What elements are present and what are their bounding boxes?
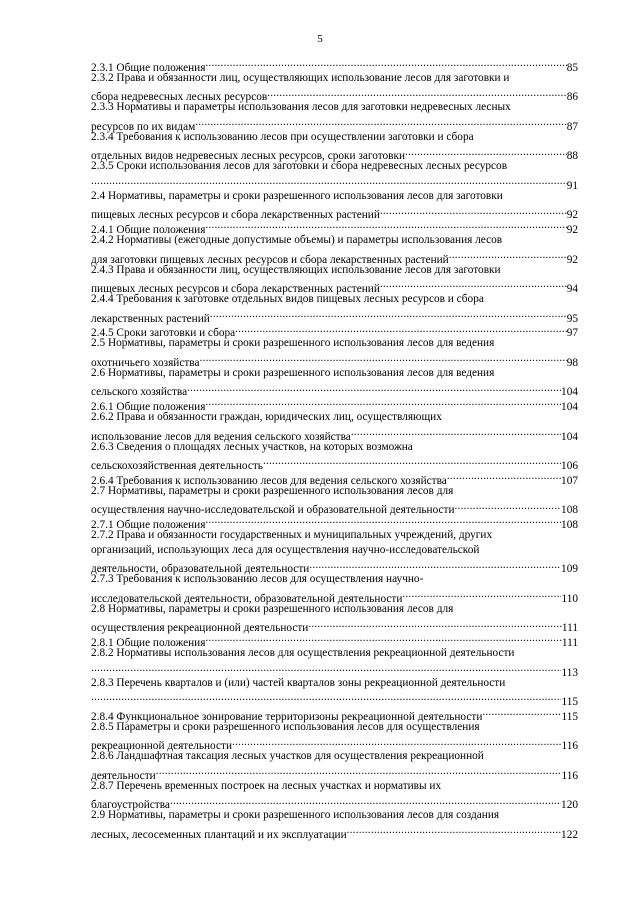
toc-entry (91, 71, 578, 104)
toc-entry-text: 2.8.5 Параметры и сроки разрешенного использования лесов для осуществления (91, 720, 480, 733)
toc-entry-text: 2.6.2 Права и обязанности граждан, юридических лиц, осуществляющих (91, 411, 442, 423)
toc-entry (91, 602, 578, 635)
toc-entry-text: рекреационной деятельности (91, 740, 232, 753)
toc-entry-last-line (91, 661, 578, 679)
toc-entry-last-line (91, 351, 578, 369)
toc-entry (91, 100, 578, 133)
toc-entry-title-line (91, 336, 578, 351)
dot-leader (308, 617, 562, 632)
toc-entry-title-line (91, 366, 578, 381)
toc-entry (91, 440, 578, 470)
toc-entry-last-line (91, 558, 578, 576)
toc-entry-title-line (91, 410, 578, 425)
toc-entry-text: 2.3.5 Сроки использования лесов для заготовки и сбора недревесных лесных ресурсов (91, 160, 508, 173)
dot-leader (482, 705, 561, 720)
toc-entry (91, 646, 578, 679)
toc-page-number: 110 (561, 592, 578, 605)
toc-page-number: 113 (561, 666, 578, 679)
toc-entry-last-line (91, 115, 578, 133)
toc-entry-title-line (91, 292, 578, 307)
dot-leader (210, 307, 567, 322)
toc-entry-last-line (91, 617, 578, 635)
toc-page-number: 104 (561, 386, 578, 399)
toc-entry (91, 749, 578, 782)
toc-entry-title-line (91, 440, 578, 455)
toc-entry-title-line (91, 100, 578, 115)
dot-leader (91, 690, 561, 705)
toc-entry-title-line (91, 779, 578, 794)
dot-leader (91, 174, 567, 189)
toc-entry-text: 2.6.4 Требования к использованию лесов для ведения сельского хозяйства (91, 474, 447, 487)
toc-page-number: 120 (561, 799, 578, 812)
toc-entry-text: 2.4.5 Сроки заготовки и сбора (91, 327, 236, 340)
dot-leader (205, 218, 566, 233)
toc-entry-text: пищевых лесных ресурсов и сбора лекарственных растений (91, 283, 380, 295)
toc-entry-last-line (91, 454, 578, 472)
toc-entry-text: 2.3.4 Требования к использованию лесов при осуществлении заготовки и сбора (91, 130, 474, 143)
toc-entry (91, 528, 578, 576)
toc-entry-text: 2.4.3 Права и обязанности лиц, осуществляющих использование лесов для заготовки (91, 263, 501, 276)
toc-entry-text: 2.8.2 Нормативы использования лесов для осуществления рекреационной деятельности (91, 647, 515, 659)
toc-page-number: 111 (561, 637, 578, 649)
dot-leader (195, 115, 566, 130)
toc-entry (91, 233, 578, 266)
toc-entry-text: охотничьего хозяйства (91, 356, 200, 369)
table-of-contents (91, 56, 578, 841)
toc-entry-title-line (91, 484, 578, 499)
toc-entry (91, 484, 578, 517)
toc-page-number: 116 (561, 769, 578, 782)
toc-entry-last-line (91, 499, 578, 517)
toc-entry-text: осуществления рекреационной деятельности (91, 622, 309, 635)
toc-entry-text: 2.4.4 Требования к заготовке отдельных видов пищевых лесных ресурсов и сбора (91, 293, 484, 305)
toc-page-number: 109 (561, 563, 578, 576)
toc-entry-title-line (91, 543, 578, 558)
toc-entry-text: ресурсов по их видам (91, 120, 196, 133)
toc-entry-text: осуществления научно-исследовательской и образовательной деятельности (91, 504, 455, 517)
toc-entry-text: 2.8.3 Перечень кварталов и (или) частей кварталов зоны рекреационной деятельности (91, 676, 506, 689)
toc-entry-last-line (91, 823, 578, 841)
toc-entry-title-line (91, 676, 578, 691)
toc-entry-title-line (91, 189, 578, 204)
toc-entry-text: деятельности (91, 769, 156, 782)
toc-page-number: 91 (566, 179, 578, 192)
toc-page-number: 94 (566, 283, 578, 295)
dot-leader (156, 764, 562, 779)
toc-entry-last-line (91, 764, 578, 782)
toc-entry (91, 292, 578, 325)
toc-entry-text: лесных, лесосеменных плантаций и их эксплуатации (91, 828, 347, 841)
toc-entry-last-line (91, 794, 578, 812)
toc-page-number: 115 (561, 696, 578, 708)
toc-entry-text: сельскохозяйственная деятельность (91, 460, 263, 472)
toc-entry-last-line (91, 248, 578, 266)
toc-entry (91, 189, 578, 222)
dot-leader (447, 469, 561, 484)
toc-entry-title-line (91, 233, 578, 248)
dot-leader (347, 823, 561, 838)
toc-entry-last-line (91, 705, 578, 723)
page-number: 5 (317, 33, 323, 45)
toc-entry (91, 572, 578, 605)
toc-entry-text: 2.8.6 Ландшафтная таксация лесных участков для осуществления рекреационной (91, 750, 484, 763)
toc-page-number: 97 (566, 327, 578, 340)
toc-entry-title-line (91, 572, 578, 587)
dot-leader (205, 56, 566, 71)
toc-page-number: 95 (566, 312, 578, 325)
toc-entry-text: сбора недревесных лесных ресурсов (91, 91, 268, 104)
toc-entry-last-line (91, 690, 578, 708)
dot-leader (187, 381, 561, 396)
toc-page-number: 116 (561, 740, 578, 753)
toc-entry-title-line (91, 71, 578, 86)
toc-page-number: 111 (561, 622, 578, 635)
toc-entry (91, 366, 578, 399)
toc-entry (91, 720, 578, 753)
toc-entry-text: 2.8 Нормативы, параметры и сроки разрешенного использования лесов для (91, 602, 454, 615)
toc-page-number: 115 (561, 710, 578, 723)
toc-entry-last-line (91, 204, 578, 222)
toc-entry-text: отдельных видов недревесных лесных ресурсов, сроки заготовки (91, 150, 405, 163)
toc-entry-title-line (91, 602, 578, 617)
toc-entry-text: пищевых лесных ресурсов и сбора лекарственных растений (91, 209, 380, 222)
toc-page-number: 107 (561, 474, 578, 487)
toc-entry (91, 336, 578, 369)
dot-leader (380, 277, 567, 292)
toc-entry-text: 2.6 Нормативы, параметры и сроки разрешенного использования лесов для ведения (91, 366, 495, 379)
toc-entry-title-line (91, 720, 578, 735)
toc-entry-last-line (91, 381, 578, 399)
dot-leader (235, 322, 567, 337)
toc-entry-last-line (91, 56, 578, 74)
toc-page-number: 108 (561, 519, 578, 531)
toc-entry-text: для заготовки пищевых лесных ресурсов и сбора лекарственных растений (91, 253, 449, 266)
toc-entry-text: 2.7.1 Общие положения (91, 519, 206, 531)
toc-page-number: 92 (566, 224, 578, 236)
toc-entry-text: 2.4 Нормативы, параметры и сроки разрешенного использования лесов для заготовки (91, 189, 503, 202)
toc-entry-last-line (91, 425, 578, 443)
toc-entry (91, 779, 578, 812)
toc-entry-last-line (91, 277, 578, 295)
toc-entry-text: 2.7.2 Права и обязанности государственных и муниципальных учреждений, других (91, 529, 493, 541)
toc-page-number: 92 (566, 209, 578, 222)
toc-entry-last-line (91, 145, 578, 163)
toc-page-number: 106 (561, 460, 578, 472)
toc-page-number: 98 (566, 356, 578, 369)
toc-entry (91, 705, 578, 723)
dot-leader (402, 587, 561, 602)
toc-entry-text: исследовательской деятельности, образовательной деятельности (91, 592, 403, 605)
toc-entry-last-line (91, 307, 578, 325)
dot-leader (455, 499, 562, 514)
dot-leader (263, 454, 561, 469)
toc-entry-title-line (91, 808, 578, 823)
dot-leader (405, 145, 567, 160)
dot-leader (232, 735, 561, 750)
toc-entry-text: 2.6.1 Общие положения (91, 401, 206, 413)
toc-entry-last-line (91, 174, 578, 192)
toc-entry-title-line (91, 528, 578, 543)
toc-page-number: 86 (566, 91, 578, 104)
dot-leader (351, 425, 561, 440)
toc-entry-text: благоустройства (91, 799, 170, 812)
toc-entry (91, 410, 578, 443)
dot-leader (205, 395, 561, 410)
toc-entry-text: 2.4.2 Нормативы (ежегодные допустимые объемы) и параметры использования лесов (91, 234, 503, 246)
toc-entry (91, 130, 578, 163)
dot-leader (380, 204, 567, 219)
toc-entry-text: сельского хозяйства (91, 386, 188, 399)
toc-entry (91, 56, 578, 74)
toc-entry-text: 2.7 Нормативы, параметры и сроки разрешенного использования лесов для (91, 484, 454, 497)
toc-entry-text: 2.8.1 Общие положения (91, 637, 206, 649)
toc-entry-text: 2.5 Нормативы, параметры и сроки разрешенного использования лесов для ведения (91, 337, 495, 350)
toc-entry-title-line (91, 646, 578, 661)
toc-entry-text: 2.8.4 Функциональное зонирование территоризоны рекреационной деятельности (91, 710, 483, 723)
toc-entry-text: организаций, использующих леса для осуществления научно-исследовательской (91, 543, 480, 556)
toc-entry-text: 2.9 Нормативы, параметры и сроки разрешенного использования лесов для создания (91, 809, 500, 822)
toc-entry-title-line (91, 159, 578, 174)
toc-entry-text: 2.3.2 Права и обязанности лиц, осуществляющих использование лесов для заготовки и (91, 71, 510, 84)
toc-entry-text: 2.8.7 Перечень временных построек на лесных участках и нормативы их (91, 779, 442, 792)
toc-entry (91, 676, 578, 706)
toc-entry-text: 2.7.3 Требования к использованию лесов для осуществления научно- (91, 573, 424, 586)
dot-leader (205, 513, 561, 528)
toc-entry-title-line (91, 130, 578, 145)
toc-page-number: 104 (561, 430, 578, 443)
toc-entry-text: лекарственных растений (91, 312, 210, 325)
toc-entry-last-line (91, 587, 578, 605)
dot-leader (309, 558, 561, 573)
toc-entry-text: 2.4.1 Общие положения (91, 224, 206, 236)
dot-leader (200, 351, 567, 366)
toc-page-number: 104 (561, 401, 578, 413)
dot-leader (170, 794, 561, 809)
toc-page-number: 87 (566, 120, 578, 133)
toc-page-number: 85 (566, 61, 578, 74)
toc-page-number: 108 (561, 504, 578, 517)
toc-page-number: 92 (566, 253, 578, 266)
toc-entry (91, 808, 578, 841)
dot-leader (449, 248, 567, 263)
toc-entry-last-line (91, 735, 578, 753)
toc-entry-text: 2.3.3 Нормативы и параметры использования лесов для заготовки недревесных лесных (91, 101, 511, 114)
toc-page-number: 88 (566, 150, 578, 163)
toc-page-number: 122 (561, 828, 578, 841)
toc-entry-text: 2.6.3 Сведения о площадях лесных участков, на которых возможна (91, 440, 413, 453)
toc-entry-title-line (91, 749, 578, 764)
toc-entry-text: использование лесов для ведения сельского хозяйства (91, 430, 351, 443)
dot-leader (205, 631, 561, 646)
toc-entry (91, 263, 578, 293)
dot-leader (91, 661, 561, 676)
toc-entry-last-line (91, 86, 578, 104)
toc-entry-title-line (91, 263, 578, 278)
toc-entry (91, 159, 578, 192)
toc-entry-text: 2.3.1 Общие положения (91, 61, 206, 74)
dot-leader (267, 86, 567, 101)
toc-entry-text: деятельности, образовательной деятельности (91, 563, 310, 576)
